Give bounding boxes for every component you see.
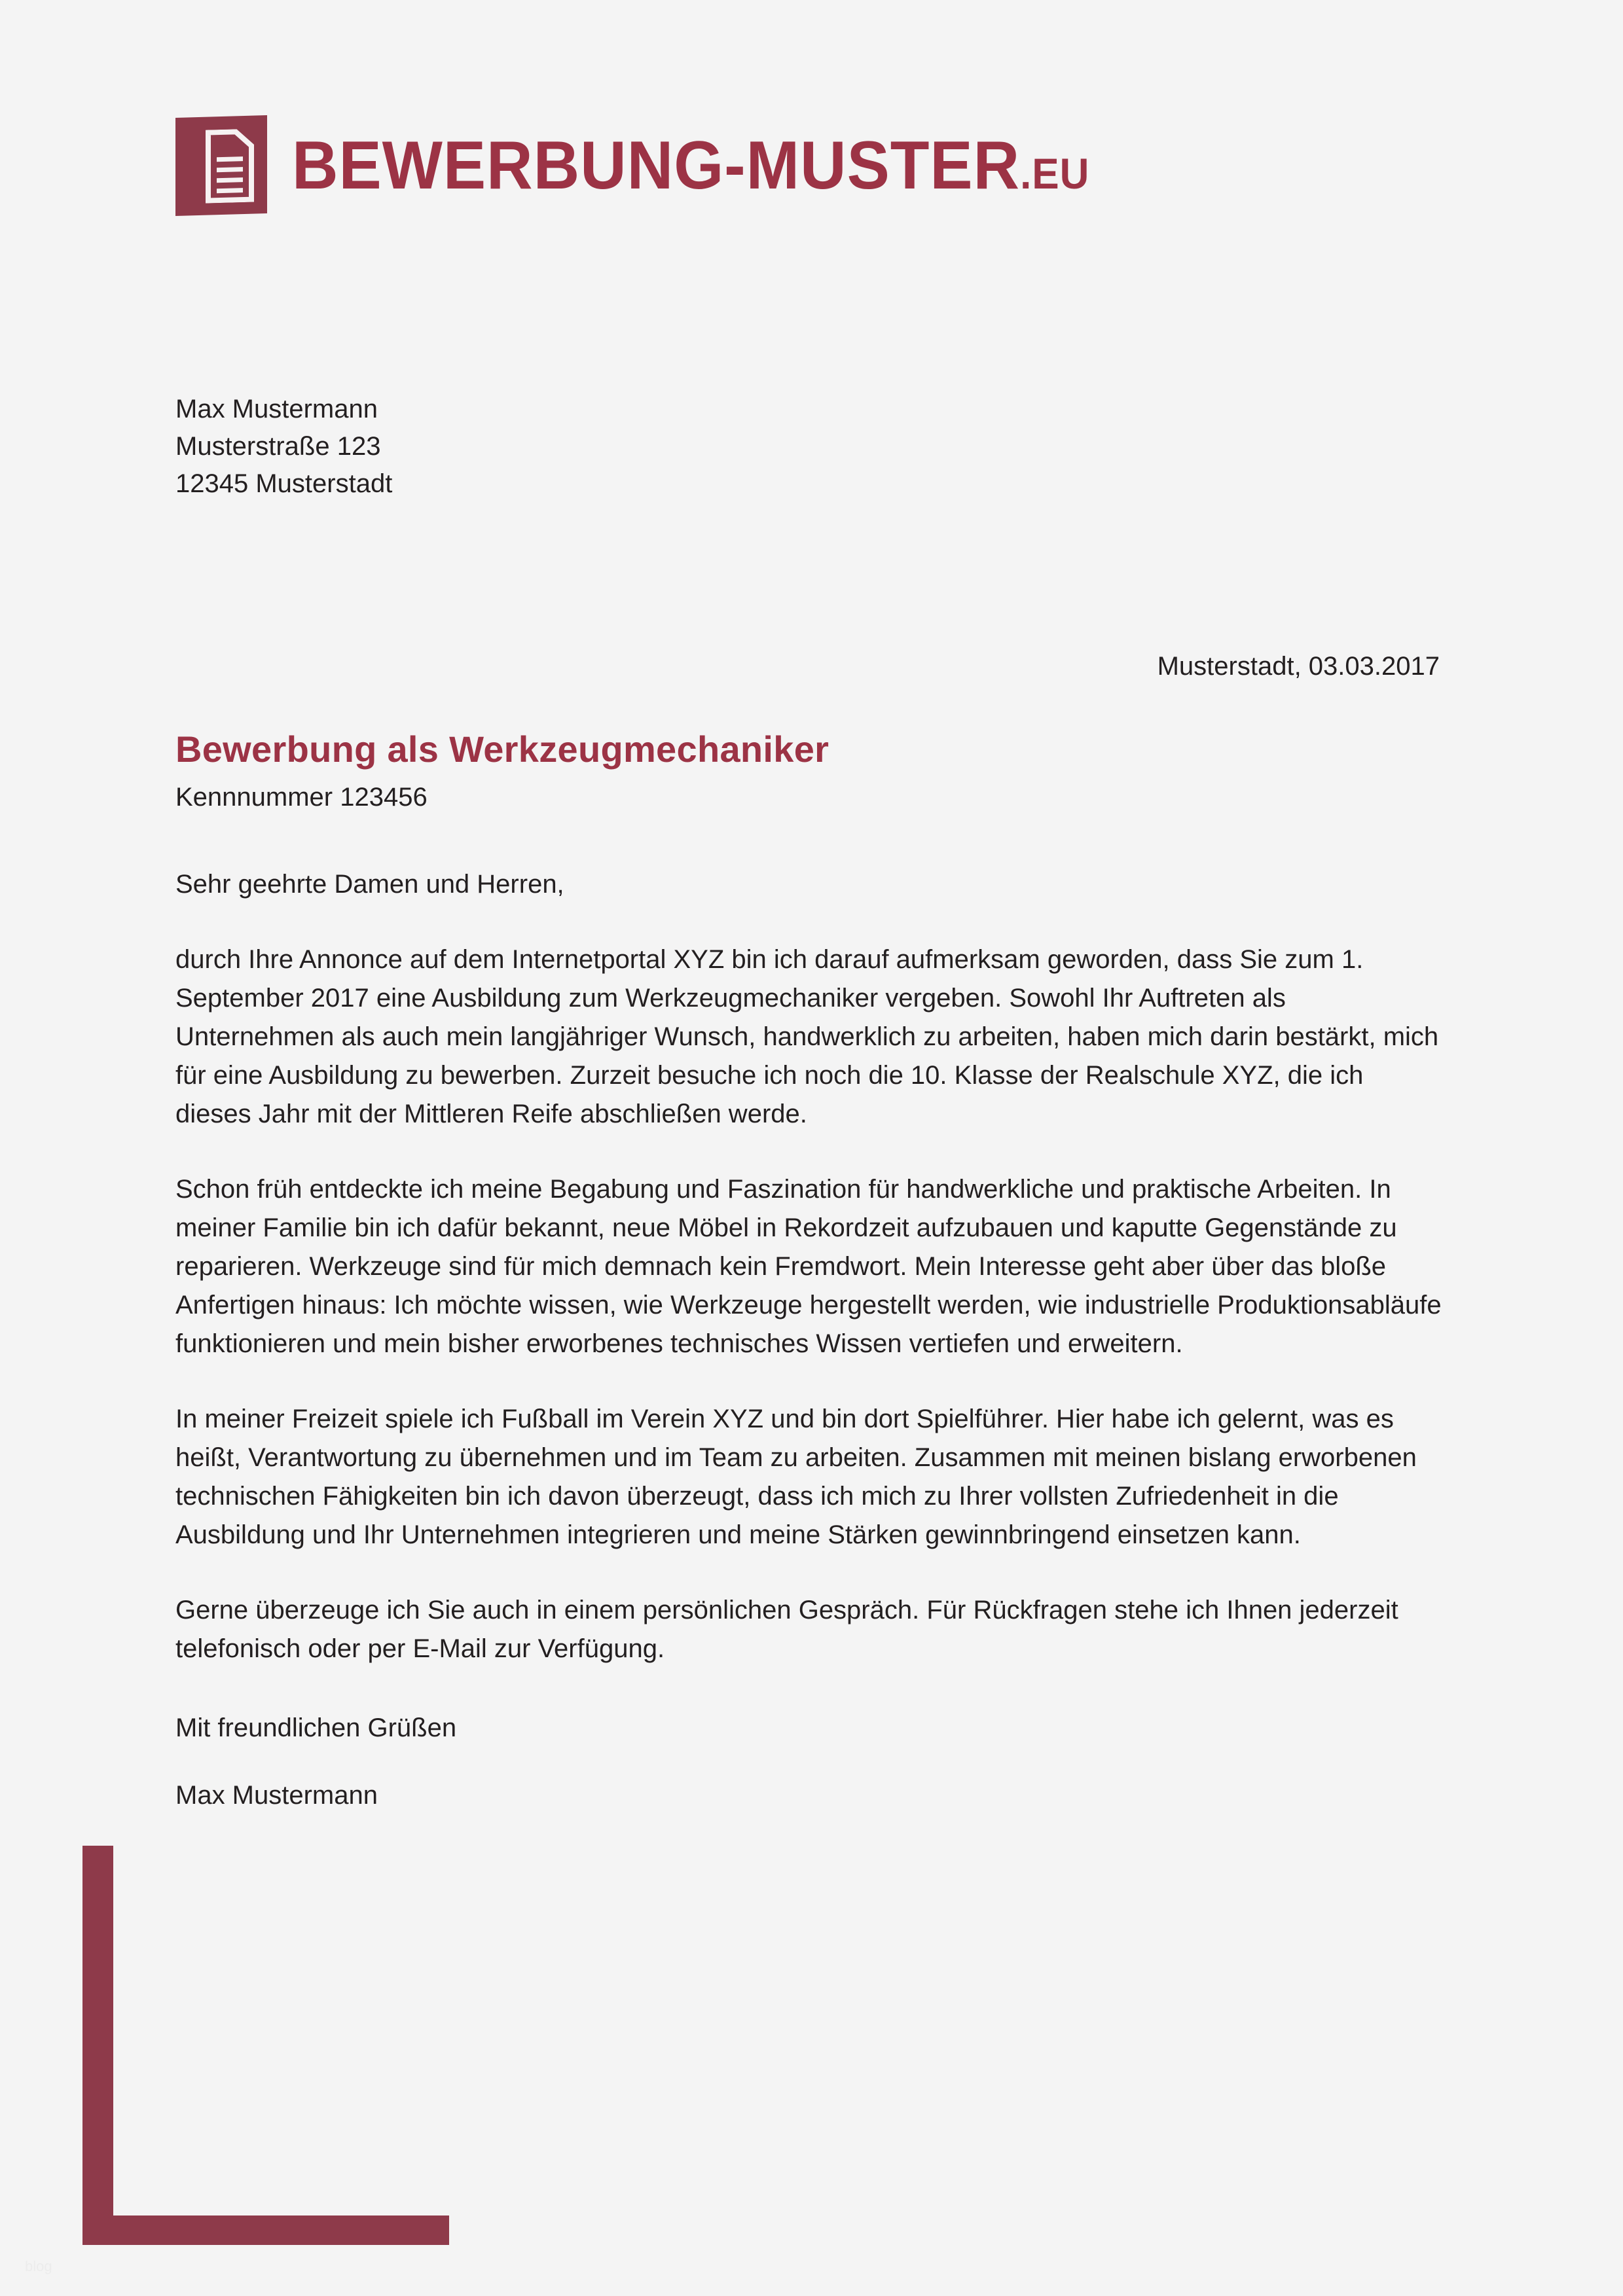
subject-reference-number: Kennnummer 123456 — [175, 783, 428, 812]
body-paragraph-3: In meiner Freizeit spiele ich Fußball im Verein XYZ und bin dort Spielführer. Hier habe ich gelernt, was es heißt, Verantwortung zu übernehmen und im Team zu arbeiten. Zusammen mit meinen bislang erworbenen technischen Fähigkeiten bin ich davon überzeugt, dass ich mich zu Ihrer vollsten Zufriedenheit in die Ausbildung und Ihr Unternehmen integrieren und meine Stärken gewinnbringend einsetzen kann. — [175, 1405, 1417, 1549]
brand-logo — [175, 117, 1140, 215]
document-icon — [206, 129, 254, 204]
closing-salutation: Mit freundlichen Grüßen — [175, 1713, 457, 1742]
brand-wordmark — [292, 128, 1090, 204]
logo-mark — [175, 115, 267, 216]
salutation: Sehr geehrte Damen und Herren, — [175, 870, 564, 899]
body-paragraph-4: Gerne überzeuge ich Sie auch in einem persönlichen Gespräch. Für Rückfragen stehe ich Ihnen jederzeit telefonisch oder per E-Mail zur Verfügung. — [175, 1596, 1398, 1663]
body-paragraph-1: durch Ihre Annonce auf dem Internetportal XYZ bin ich darauf aufmerksam geworden, dass Sie zum 1. September 2017 eine Ausbildung zum Werkzeugmechaniker vergeben. Sowohl Ihr Auftreten als Unternehmen als auch mein langjähriger Wunsch, handwerklich zu arbeiten, haben mich darin bestärkt, mich für eine Ausbildung zu bewerben. Zurzeit besuche ich noch die 10. Klasse der Realschule XYZ, die ich dieses Jahr mit der Mittleren Reife abschließen werde. — [175, 945, 1439, 1128]
signature-name: Max Mustermann — [175, 1781, 378, 1810]
brand-name: BEWERBUNG-MUSTER — [292, 128, 1021, 204]
sender-street: Musterstraße 123 — [175, 432, 381, 461]
letter-body — [175, 865, 1446, 1815]
body-paragraph-2: Schon früh entdeckte ich meine Begabung und Faszination für handwerkliche und praktische Arbeiten. In meiner Familie bin ich dafür bekannt, neue Möbel in Rekordzeit aufzubauen und kaputte Gegenstände zu reparieren. Werkzeuge sind für mich demnach kein Fremdwort. Mein Interesse geht aber über das bloße Anfertigen hinaus: Ich möchte wissen, wie Werkzeuge hergestellt werden, wie industrielle Produktionsabläufe funktionieren und mein bisher erworbenes technisches Wissen vertiefen und erweitern. — [175, 1175, 1442, 1358]
date-line: Musterstadt, 03.03.2017 — [1157, 652, 1440, 681]
faint-watermark: blog — [25, 2258, 52, 2274]
subject-title: Bewerbung als Werkzeugmechaniker — [175, 728, 830, 770]
accent-bracket-horizontal — [82, 2215, 449, 2245]
sender-address-block — [175, 391, 392, 503]
brand-tld: .EU — [1020, 149, 1090, 198]
accent-bracket-vertical — [82, 1846, 113, 2215]
sender-city: 12345 Musterstadt — [175, 469, 393, 498]
sender-name: Max Mustermann — [175, 395, 378, 423]
